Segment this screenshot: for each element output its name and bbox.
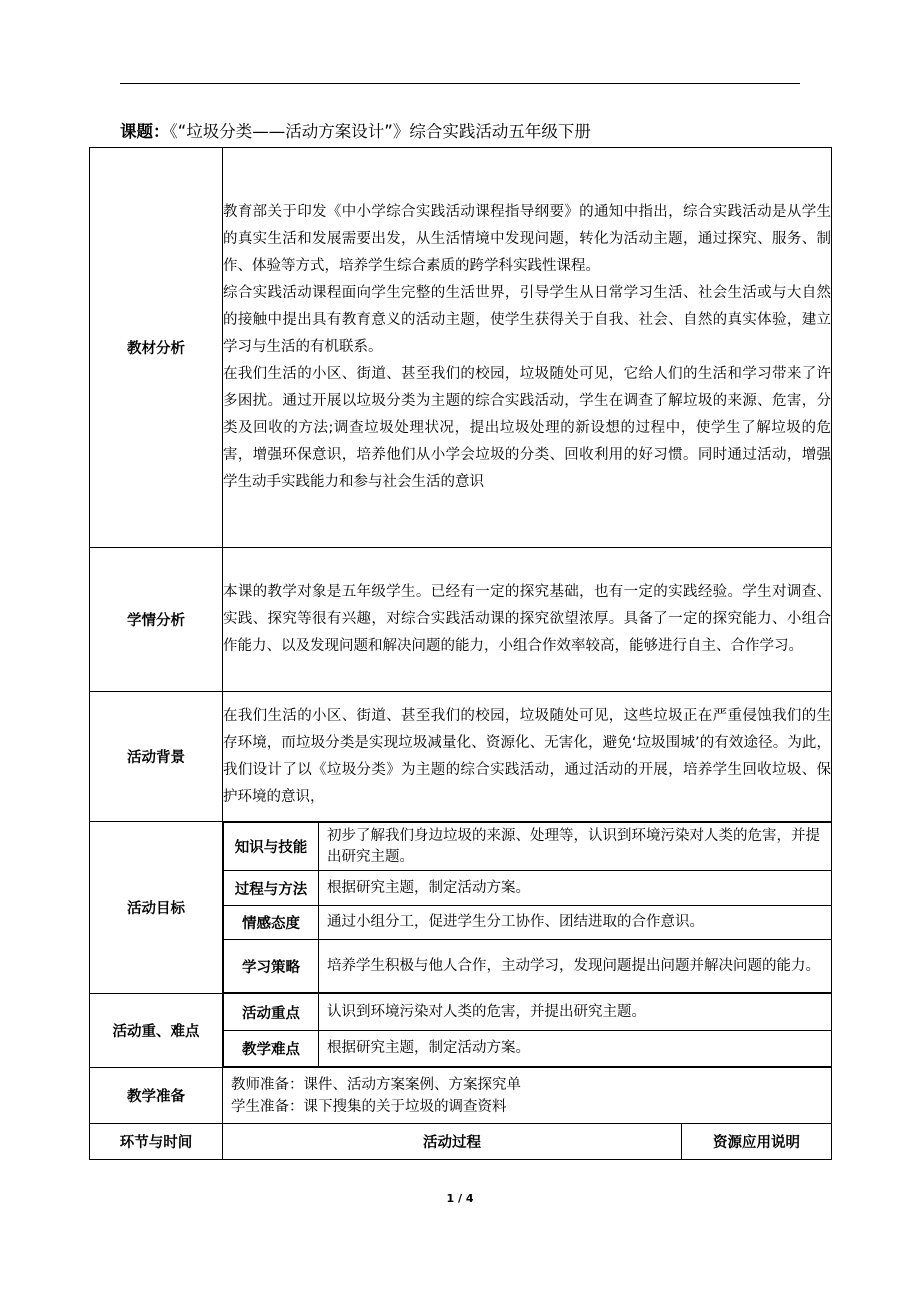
students-label: 学情分析 — [90, 548, 223, 692]
materials-paragraph: 综合实践活动课程面向学生完整的生活世界，引导学生从日常学习生活、社会生活或与大自然的接触中提出具有教育意义的活动主题，使学生获得关于自我、社会、自然的真实体验，建立学习与生活的有机联系。 — [223, 285, 832, 355]
materials-content — [223, 148, 832, 548]
preparation-content — [223, 1068, 832, 1124]
keypoints-label: 活动重、难点 — [90, 993, 223, 1068]
goal-row — [224, 940, 832, 993]
goals-label: 活动目标 — [90, 822, 223, 994]
goal-text: 培养学生积极与他人合作，主动学习，发现问题提出问题并解决问题的能力。 — [319, 940, 832, 993]
goal-row — [224, 823, 832, 871]
header-rule — [120, 83, 800, 84]
goal-text: 初步了解我们身边垃圾的来源、处理等，认识到环境污染对人类的危害，并提出研究主题。 — [319, 823, 832, 871]
keypoint-row — [224, 994, 832, 1031]
process-col-stage: 环节与时间 — [90, 1124, 223, 1160]
keypoints-grid-cell — [223, 993, 832, 1068]
students-row — [90, 548, 832, 692]
materials-paragraph: 教育部关于印发《中小学综合实践活动课程指导纲要》的通知中指出，综合实践活动是从学生的真实生活和发展需要出发，从生活情境中发现问题，转化为活动主题，通过探究、服务、制作、体验等方式，培养学生综合素质的跨学科实践性课程。 — [223, 204, 832, 274]
keypoints-row — [90, 993, 832, 1068]
goal-label: 情感态度 — [224, 906, 319, 940]
background-content: 在我们生活的小区、街道、甚至我们的校园，垃圾随处可见，这些垃圾正在严重侵蚀我们的生存环境，而垃圾分类是实现垃圾减量化、资源化、无害化，避免‘垃圾围城’的有效途径。为此，我们设计了以《垃圾分类》为主题的综合实践活动，通过活动的开展，培养学生回收垃圾、保护环境的意识， — [223, 692, 832, 822]
goal-text: 根据研究主题，制定活动方案。 — [319, 871, 832, 906]
materials-row — [90, 148, 832, 548]
preparation-label: 教学准备 — [90, 1068, 223, 1124]
keypoint-label: 活动重点 — [224, 994, 319, 1031]
title-prefix: 课题： — [120, 122, 170, 141]
keypoint-text: 认识到环境污染对人类的危害，并提出研究主题。 — [319, 994, 832, 1031]
lesson-plan-table — [89, 147, 832, 1160]
keypoints-grid — [223, 993, 832, 1067]
goals-row — [90, 822, 832, 994]
goal-row — [224, 906, 832, 940]
process-col-activity: 活动过程 — [223, 1124, 682, 1160]
goal-label: 知识与技能 — [224, 823, 319, 871]
goal-label: 学习策略 — [224, 940, 319, 993]
preparation-line: 教师准备：课件、活动方案案例、方案探究单 — [231, 1076, 521, 1093]
keypoint-row — [224, 1031, 832, 1067]
preparation-line: 学生准备：课下搜集的关于垃圾的调查资料 — [231, 1098, 507, 1115]
students-content: 本课的教学对象是五年级学生。已经有一定的探究基础，也有一定的实践经验。学生对调查、实践、探究等很有兴趣，对综合实践活动课的探究欲望浓厚。具备了一定的探究能力、小组合作能力、以及发现问题和解决问题的能力，小组合作效率较高，能够进行自主、合作学习。 — [223, 548, 832, 692]
goal-text: 通过小组分工，促进学生分工协作、团结进取的合作意识。 — [319, 906, 832, 940]
materials-label: 教材分析 — [90, 148, 223, 548]
page-title — [120, 118, 591, 142]
background-row — [90, 692, 832, 822]
page-number: 1 / 4 — [446, 1192, 474, 1205]
background-label: 活动背景 — [90, 692, 223, 822]
keypoint-label: 教学难点 — [224, 1031, 319, 1067]
goal-row — [224, 871, 832, 906]
goals-grid-cell — [223, 822, 832, 994]
process-col-resources: 资源应用说明 — [682, 1124, 832, 1160]
materials-paragraph: 在我们生活的小区、街道、甚至我们的校园，垃圾随处可见，它给人们的生活和学习带来了许多困扰。通过开展以垃圾分类为主题的综合实践活动，学生在调查了解垃圾的来源、危害，分类及回收的方法;调查垃圾处理状况，提出垃圾处理的新设想的过程中，使学生了解垃圾的危害，增强环保意识，培养他们从小学会垃圾的分类、回收利用的好习惯。同时通过活动，增强学生动手实践能力和参与社会生活的意识 — [223, 366, 832, 490]
goals-grid — [223, 822, 832, 993]
keypoint-text: 根据研究主题，制定活动方案。 — [319, 1031, 832, 1067]
goal-label: 过程与方法 — [224, 871, 319, 906]
preparation-row — [90, 1068, 832, 1124]
process-header-row — [90, 1124, 832, 1160]
title-text: 《“垃圾分类——活动方案设计”》综合实践活动五年级下册 — [169, 122, 591, 141]
